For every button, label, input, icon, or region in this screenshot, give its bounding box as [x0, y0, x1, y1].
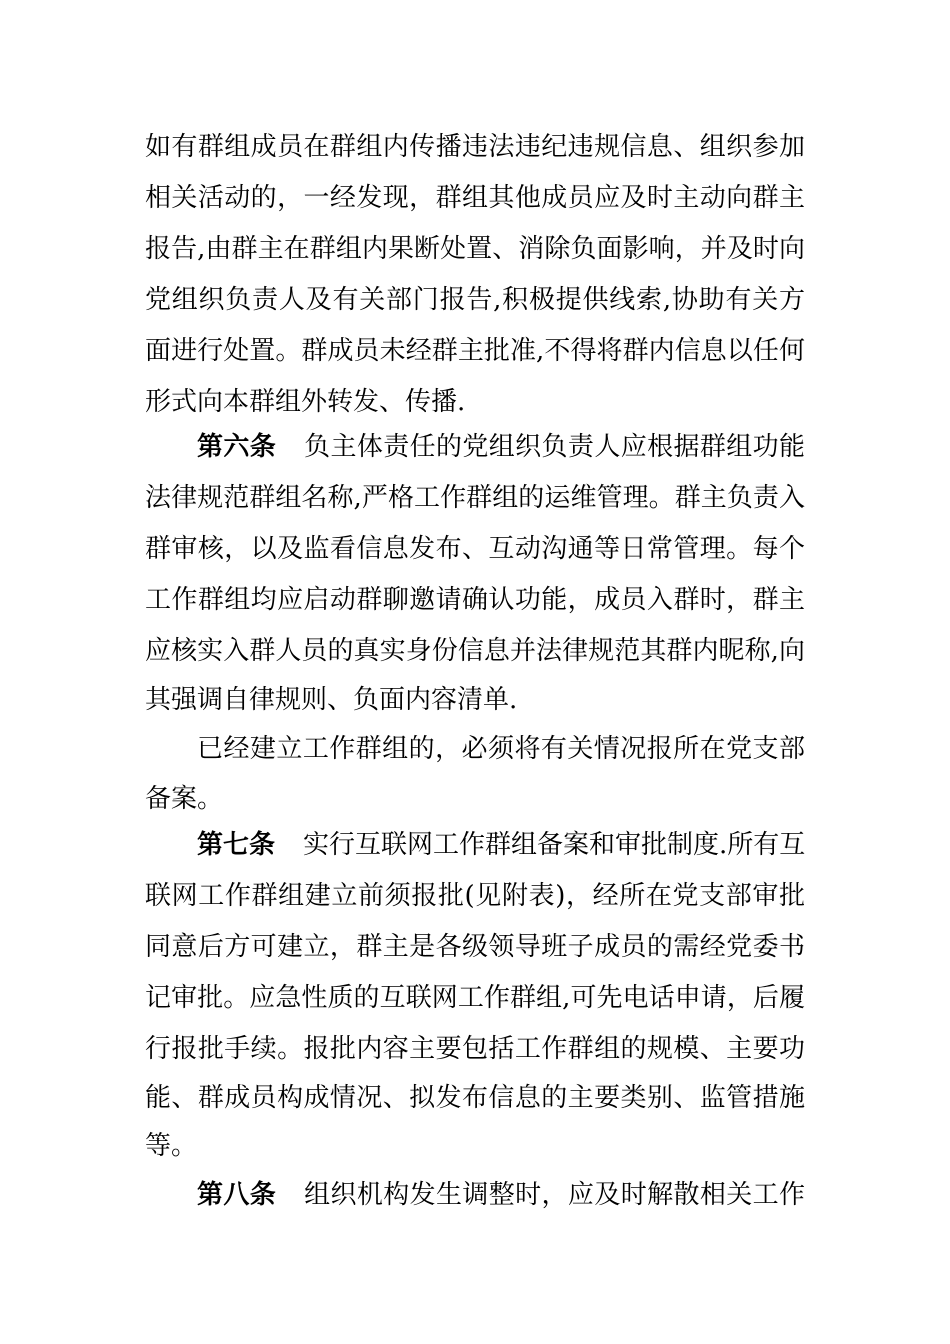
body-text-line: 相关活动的，一经发现，群组其他成员应及时主动向群主	[145, 183, 805, 213]
body-text-line: 党组织负责人及有关部门报告,积极提供线索,协助有关方	[145, 285, 805, 315]
body-text-line: 报告,由群主在群组内果断处置、消除负面影响，并及时向	[145, 234, 805, 264]
body-text-line: 等。	[145, 1131, 198, 1161]
body-text-line: 应核实入群人员的真实身份信息并法律规范其群内昵称,向	[145, 636, 805, 666]
article-8-text: 组织机构发生调整时，应及时解散相关工作	[304, 1180, 805, 1210]
article-6-label: 第六条	[197, 432, 277, 462]
article-7-first-line	[197, 825, 805, 865]
body-text-line: 同意后方可建立，群主是各级领导班子成员的需经党委书	[145, 932, 805, 962]
body-text-line: 工作群组均应启动群聊邀请确认功能，成员入群时，群主	[145, 585, 805, 615]
article-7-text: 实行互联网工作群组备案和审批制度.所有互	[303, 830, 805, 860]
body-text-line: 备案。	[145, 784, 224, 814]
body-text-line: 行报批手续。报批内容主要包括工作群组的规模、主要功	[145, 1034, 805, 1064]
body-text-line: 联网工作群组建立前须报批(见附表)，经所在党支部审批	[145, 881, 805, 911]
body-text-line: 能、群成员构成情况、拟发布信息的主要类别、监管措施	[145, 1083, 805, 1113]
body-text-line: 法律规范群组名称,严格工作群组的运维管理。群主负责入	[145, 483, 805, 513]
body-text-line: 其强调自律规则、负面内容清单.	[145, 685, 518, 715]
body-text-line: 记审批。应急性质的互联网工作群组,可先电话申请，后履	[145, 983, 805, 1013]
body-text-line: 面进行处置。群成员未经群主批准,不得将群内信息以任何	[145, 336, 805, 366]
article-8-first-line	[197, 1175, 805, 1215]
article-7-label: 第七条	[197, 830, 276, 860]
article-8-label: 第八条	[197, 1180, 277, 1210]
paragraph-first-line: 已经建立工作群组的，必须将有关情况报所在党支部	[197, 734, 805, 764]
body-text-line: 群审核，以及监看信息发布、互动沟通等日常管理。每个	[145, 534, 805, 564]
article-6-first-line	[197, 427, 805, 467]
body-text-line: 形式向本群组外转发、传播.	[145, 387, 466, 417]
body-text-line: 如有群组成员在群组内传播违法违纪违规信息、组织参加	[145, 132, 805, 162]
article-6-text: 负主体责任的党组织负责人应根据群组功能	[304, 432, 805, 462]
